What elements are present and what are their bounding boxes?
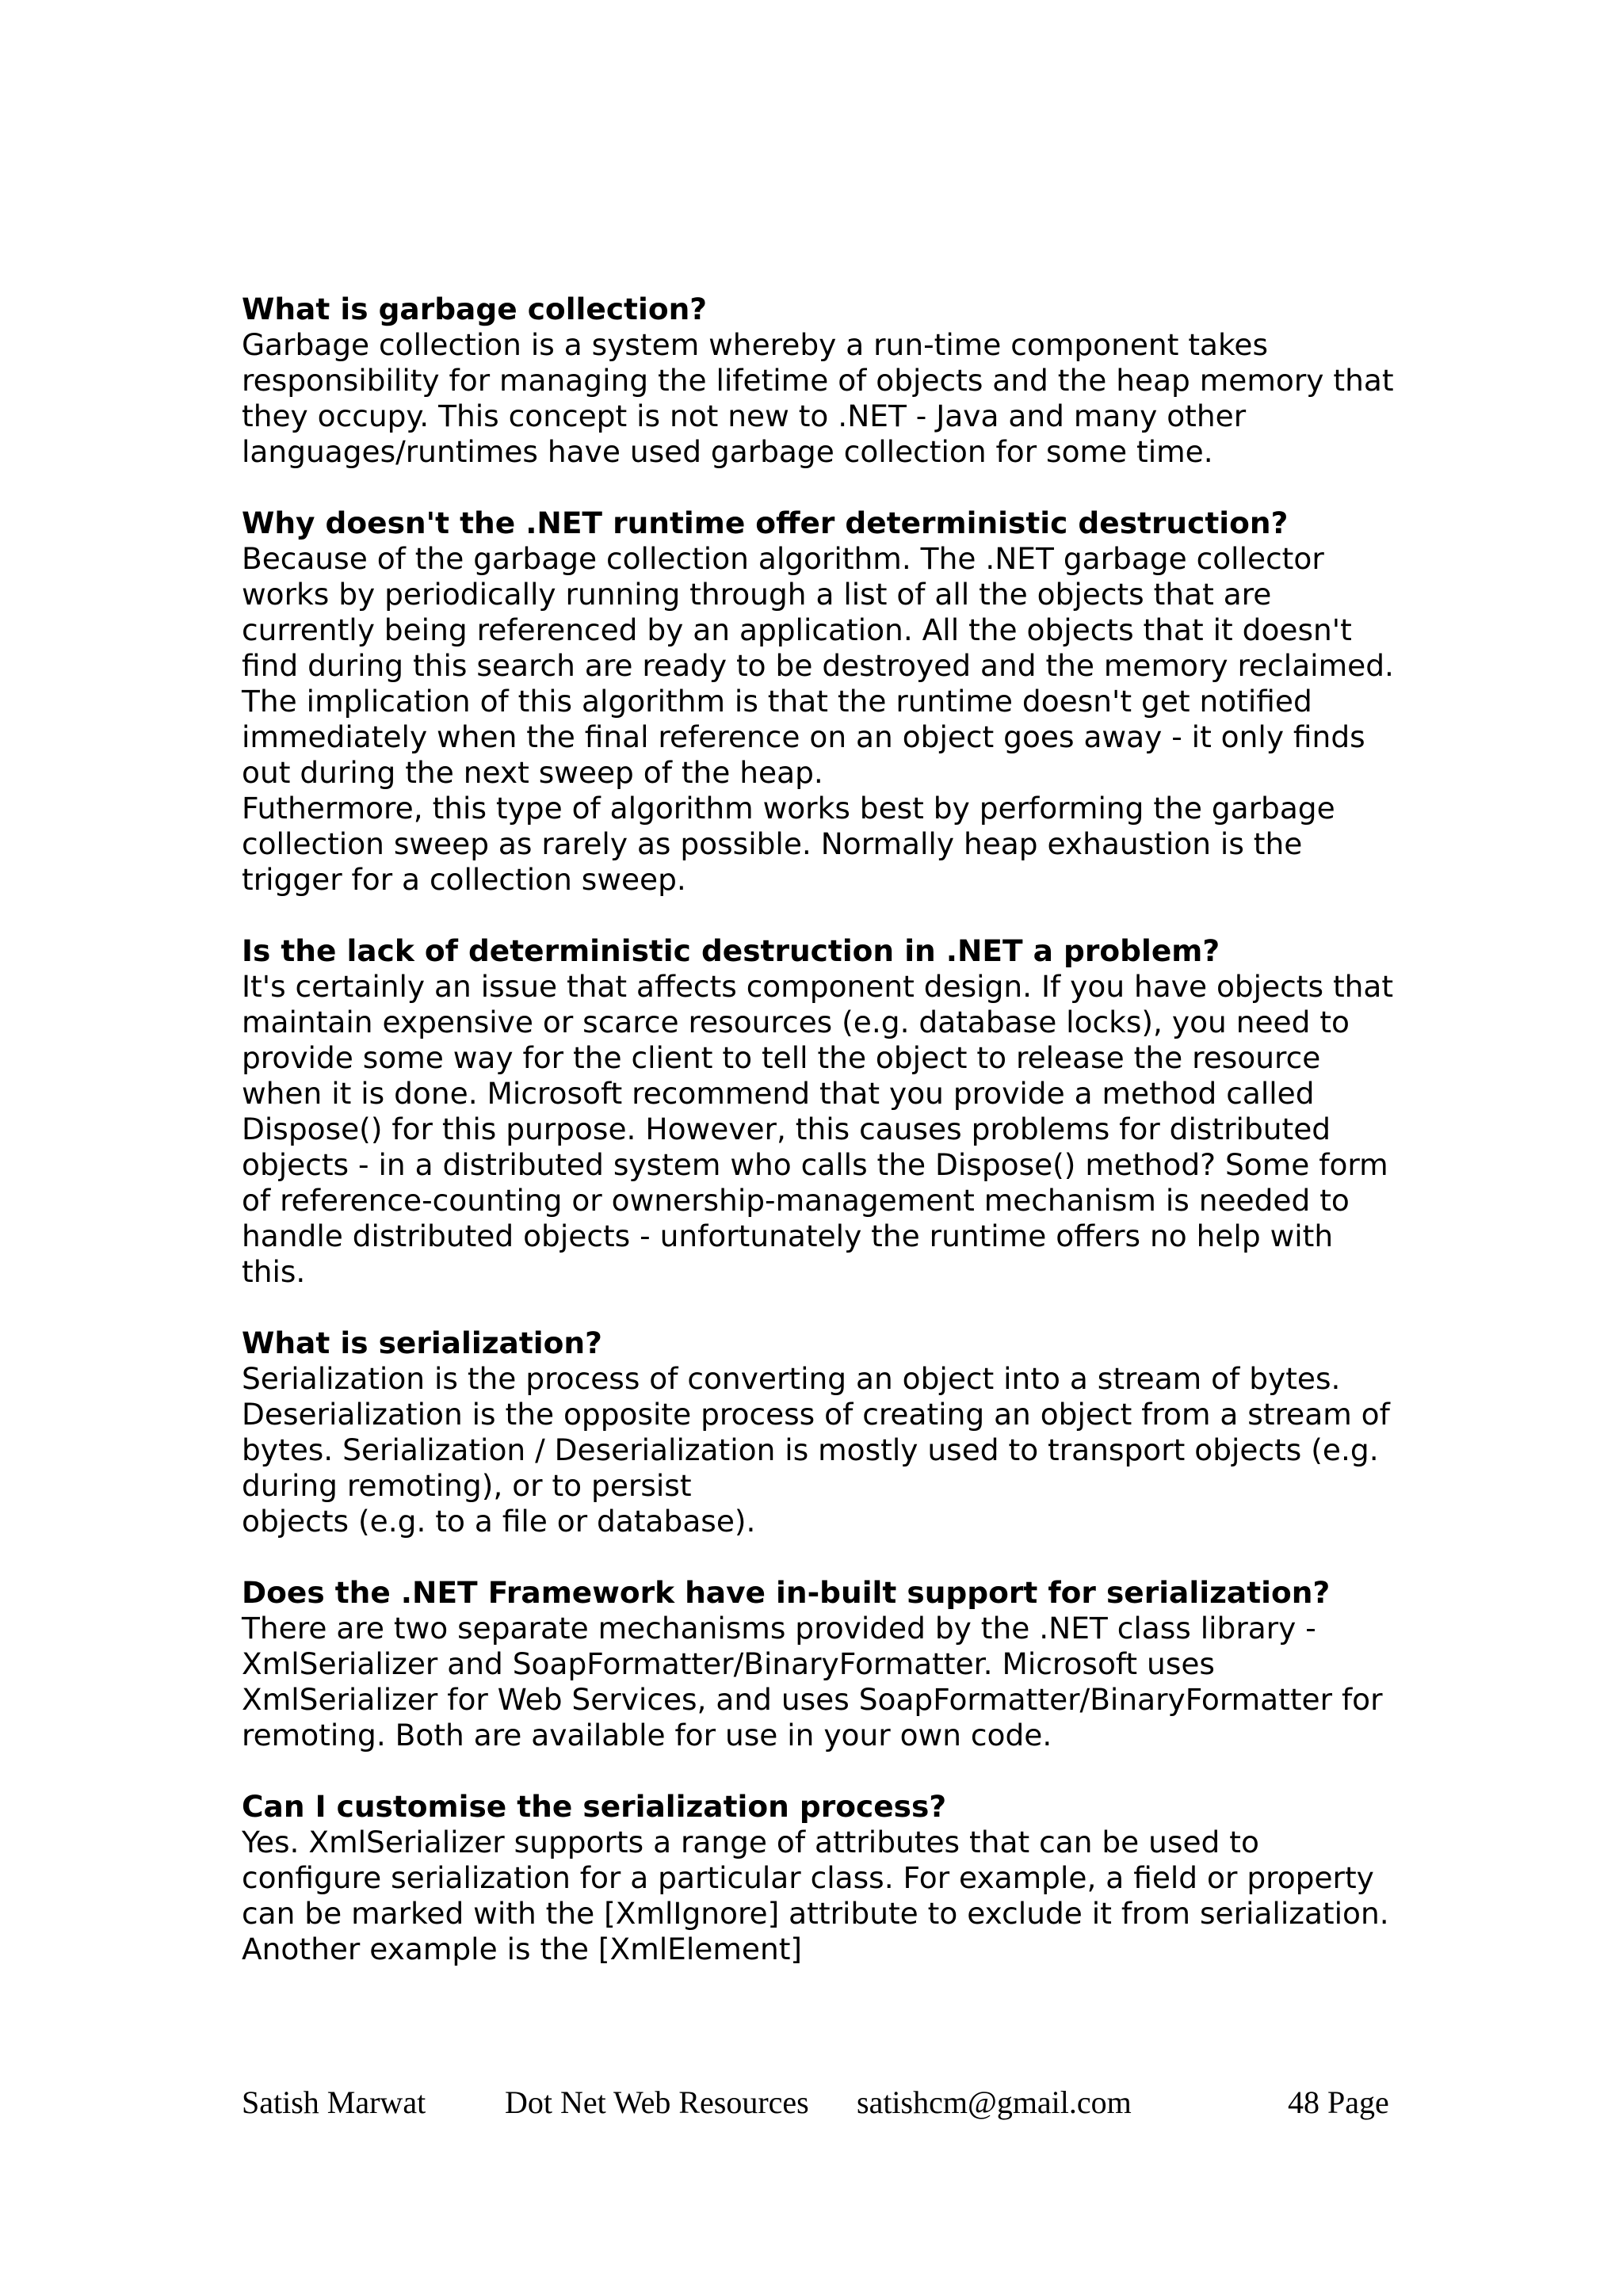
answer-line: Yes. XmlSerializer supports a range of attributes that can be used to (242, 1825, 1259, 1859)
answer-line: Futhermore, this type of algorithm works best by performing the garbage (242, 791, 1335, 826)
footer-page-number: 48 Page (1288, 2084, 1389, 2120)
answer-line: handle distributed objects - unfortunately the runtime offers no help with (242, 1219, 1334, 1253)
answer-paragraph (242, 791, 1407, 898)
answer-paragraph (242, 327, 1407, 470)
question-heading: What is garbage collection? (242, 292, 708, 326)
answer-line: XmlSerializer for Web Services, and uses SoapFormatter/BinaryFormatter for (242, 1682, 1383, 1717)
question-heading: Can I customise the serialization process? (242, 1789, 947, 1824)
answer-line: The implication of this algorithm is that the runtime doesn't get notified (242, 684, 1312, 719)
answer-paragraph (242, 1361, 1407, 1539)
question-heading: Does the .NET Framework have in-built support for serialization? (242, 1575, 1331, 1610)
question-heading: Is the lack of deterministic destruction in .NET a problem? (242, 933, 1220, 968)
answer-line: currently being referenced by an application. All the objects that it doesn't (242, 612, 1352, 647)
answer-line: works by periodically running through a list of all the objects that are (242, 577, 1272, 612)
answer-line: they occupy. This concept is not new to .NET - Java and many other (242, 399, 1247, 433)
answer-line: trigger for a collection sweep. (242, 862, 686, 897)
qa-section (242, 933, 1407, 1290)
qa-section (242, 505, 1407, 898)
answer-line: There are two separate mechanisms provided by the .NET class library - (242, 1611, 1316, 1646)
qa-section (242, 1575, 1407, 1753)
page-footer (242, 2084, 1391, 2123)
footer-email: satishcm@gmail.com (857, 2084, 1132, 2120)
qa-section (242, 1325, 1407, 1539)
answer-line: languages/runtimes have used garbage collection for some time. (242, 434, 1213, 469)
answer-line: It's certainly an issue that affects component design. If you have objects that (242, 969, 1394, 1004)
qa-section (242, 1789, 1407, 1967)
answer-line: bytes. Serialization / Deserialization is mostly used to transport objects (e.g. (242, 1432, 1379, 1467)
answer-paragraph (242, 969, 1407, 1290)
page-content (242, 292, 1407, 2003)
answer-line: provide some way for the client to tell the object to release the resource (242, 1040, 1321, 1075)
answer-line: when it is done. Microsoft recommend that you provide a method called (242, 1076, 1315, 1111)
answer-line: XmlSerializer and SoapFormatter/BinaryFormatter. Microsoft uses (242, 1646, 1215, 1681)
answer-line: Dispose() for this purpose. However, this causes problems for distributed (242, 1112, 1331, 1146)
answer-line: Garbage collection is a system whereby a run-time component takes (242, 327, 1268, 362)
answer-line: this. (242, 1254, 306, 1289)
answer-line: can be marked with the [XmlIgnore] attribute to exclude it from serialization. (242, 1896, 1389, 1931)
answer-line: during remoting), or to persist (242, 1468, 692, 1503)
answer-line: remoting. Both are available for use in your own code. (242, 1718, 1052, 1753)
answer-line: Another example is the [XmlElement] (242, 1932, 803, 1966)
answer-line: objects (e.g. to a file or database). (242, 1504, 756, 1539)
answer-line: objects - in a distributed system who calls the Dispose() method? Some form (242, 1147, 1388, 1182)
footer-title: Dot Net Web Resources (505, 2084, 809, 2120)
answer-line: Deserialization is the opposite process of creating an object from a stream of (242, 1397, 1390, 1432)
answer-line: of reference-counting or ownership-management mechanism is needed to (242, 1183, 1350, 1218)
answer-line: find during this search are ready to be destroyed and the memory reclaimed. (242, 648, 1394, 683)
footer-author: Satish Marwat (242, 2084, 426, 2120)
qa-section (242, 292, 1407, 470)
answer-line: Because of the garbage collection algorithm. The .NET garbage collector (242, 541, 1324, 576)
answer-paragraph (242, 1611, 1407, 1753)
answer-paragraph (242, 541, 1407, 791)
answer-line: immediately when the final reference on an object goes away - it only finds (242, 719, 1365, 754)
answer-line: out during the next sweep of the heap. (242, 755, 823, 790)
answer-line: responsibility for managing the lifetime of objects and the heap memory that (242, 363, 1394, 398)
answer-paragraph (242, 1825, 1407, 1967)
question-heading: Why doesn't the .NET runtime offer deterministic destruction? (242, 505, 1289, 540)
answer-line: maintain expensive or scarce resources (e.g. database locks), you need to (242, 1005, 1350, 1039)
question-heading: What is serialization? (242, 1325, 602, 1360)
answer-line: configure serialization for a particular class. For example, a field or property (242, 1860, 1374, 1895)
answer-line: collection sweep as rarely as possible. Normally heap exhaustion is the (242, 826, 1303, 861)
answer-line: Serialization is the process of converting an object into a stream of bytes. (242, 1361, 1341, 1396)
